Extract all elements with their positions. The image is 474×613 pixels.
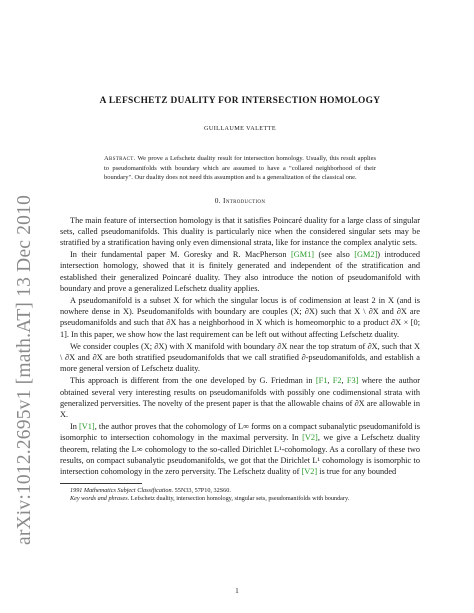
intro-paragraph-5 xyxy=(60,375,420,420)
intro-paragraph-2 xyxy=(60,249,420,294)
intro-paragraph-4: We consider couples (X; ∂X) with X manifold with boundary ∂X near the top stratum of ∂X, such that X \ ∂X and ∂X are both stratified pseudomanifolds that we call stratified ∂-pseudomanifolds, and establish a more general version of Lefschetz duality. xyxy=(60,341,420,374)
paper-title: A LEFSCHETZ DUALITY FOR INTERSECTION HOMOLOGY xyxy=(99,96,381,106)
p5-text-a: This approach is different from the one developed by G. Friedman in xyxy=(70,376,316,386)
intro-paragraph-6 xyxy=(60,421,420,477)
paper-page xyxy=(60,96,420,504)
citation-link-f3[interactable]: F3] xyxy=(346,376,359,386)
arxiv-identifier-text: arXiv:1012.2695v1 [math.AT] 13 Dec 2010 xyxy=(14,194,36,546)
footnote-keywords xyxy=(60,495,420,503)
p2-text-c: ) introduced intersection homology, showed that it is finitely generated and independent of the stratification and established their generalized Poincaré duality. They also introduce the notion of pseudomanifold with boundary and prove a generalized Lefschetz duality applies. xyxy=(60,250,420,293)
p5-sep-1: , xyxy=(327,376,333,386)
intro-paragraph-3: A pseudomanifold is a subset X for which the singular locus is of codimension at least 2 in X (and is nowhere dense in X). Pseudomanifolds with boundary are couples (X; ∂X) such that X \ ∂X and ∂X are pseudomanifolds and such that ∂X has a neighborhood in X which is homeomorphic to a product ∂X × [0; 1]. In this paper, we show how the last requirement can be left out without affecting Lefschetz duality. xyxy=(60,295,420,339)
page-number: 1 xyxy=(235,586,239,595)
p2-text-a: In their fundamental paper M. Goresky and R. MacPherson xyxy=(70,250,291,260)
footnote-msc xyxy=(60,487,420,495)
p6-text-d: is true for any bounded xyxy=(317,466,397,476)
p5-sep-2: , xyxy=(341,376,347,386)
p6-text-c: , we give a Lefschetz duality theorem, relating the L∞ cohomology to the so-called Dirichlet L¹-cohomology. As a corollary of these two results, on compact subanalytic pseudomanifolds, we got that the Dirichlet L¹ cohomology is isomorphic to intersection cohomology in the zero perversity. The Lefschetz duality of xyxy=(60,433,420,476)
citation-link-v1[interactable]: [V1] xyxy=(79,422,95,432)
footnote-msc-text: 55N33, 57P10, 32S60. xyxy=(173,487,231,495)
citation-link-f1[interactable]: [F1 xyxy=(315,376,328,386)
citation-link-v2-second[interactable]: [V2] xyxy=(301,466,318,476)
abstract xyxy=(104,154,376,182)
paper-author: GUILLAUME VALETTE xyxy=(203,125,277,133)
section-heading-introduction: 0. Introduction xyxy=(214,196,266,206)
p6-text-b: , the author proves that the cohomology of L∞ forms on a compact subanalytic pseudomanifold is isomorphic to intersection cohomology in the maximal perversity. In xyxy=(60,422,420,443)
arxiv-identifier-stamp xyxy=(14,140,36,600)
intro-paragraph-1: The main feature of intersection homology is that it satisfies Poincaré duality for a large class of singular sets, called pseudomanifolds. This duality is particularly nice when the considered singular sets may be stratified by a stratification having only even dimensional strata, like for instance the complex analytic sets. xyxy=(60,215,420,247)
citation-link-gm2[interactable]: [GM2] xyxy=(354,250,378,260)
footnote-msc-label: 1991 Mathematics Subject Classification. xyxy=(70,487,174,495)
p6-text-a: In xyxy=(70,422,80,432)
p5-text-b: where the author obtained several very interesting results on pseudomanifolds with possibly one codimensional strata with generalized perversities. The novelty of the present paper is that the allowable chains of ∂X are allowable in X. xyxy=(60,376,420,419)
footnote-keywords-text: Lefschetz duality, intersection homology, singular sets, pseudomanifolds with boundary. xyxy=(129,495,350,503)
abstract-text: We prove a Lefschetz duality result for intersection homology. Usually, this result applies to pseudomanifolds with boundary which are assumed to have a "collared neighborhood of their boundary". Our duality does not need this assumption and is a generalization of the classical one. xyxy=(104,155,376,181)
citation-link-f2[interactable]: F2 xyxy=(332,376,342,386)
abstract-label: Abstract. xyxy=(104,155,136,163)
citation-link-v2[interactable]: [V2] xyxy=(302,433,318,443)
citation-link-gm1[interactable]: [GM1] xyxy=(290,250,315,260)
footnote-divider xyxy=(60,483,142,484)
p2-text-b: (see also xyxy=(314,250,355,260)
footnote-keywords-label: Key words and phrases. xyxy=(70,495,130,503)
